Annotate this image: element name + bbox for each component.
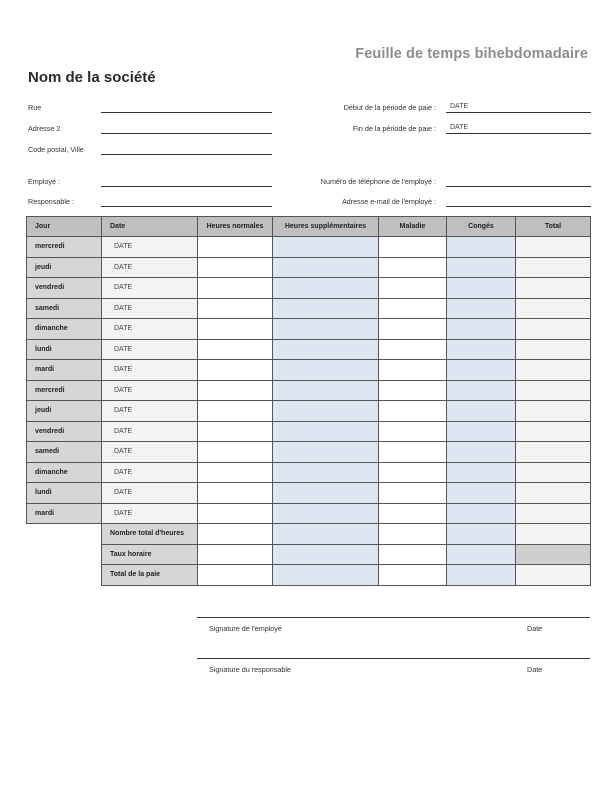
day-cell: mardi bbox=[27, 360, 102, 381]
regular-hours-cell[interactable] bbox=[198, 380, 273, 401]
table-row bbox=[27, 257, 591, 278]
employee-signature-label: Signature de l'employé bbox=[209, 624, 282, 633]
vacation-cell[interactable] bbox=[447, 401, 516, 422]
phone-label: Numéro de téléphone de l'employé : bbox=[320, 177, 436, 186]
period-start-field[interactable] bbox=[446, 112, 591, 113]
date-cell[interactable]: DATE bbox=[102, 298, 198, 319]
overtime-cell[interactable] bbox=[273, 380, 379, 401]
day-cell: mardi bbox=[27, 503, 102, 524]
email-field[interactable] bbox=[446, 206, 591, 207]
phone-field[interactable] bbox=[446, 186, 591, 187]
regular-hours-cell[interactable] bbox=[198, 503, 273, 524]
summary-row bbox=[27, 565, 591, 586]
vacation-cell[interactable] bbox=[447, 319, 516, 340]
sick-cell[interactable] bbox=[379, 237, 447, 258]
day-cell: samedi bbox=[27, 298, 102, 319]
manager-signature-date-label: Date bbox=[527, 665, 543, 674]
sick-cell[interactable] bbox=[379, 298, 447, 319]
manager-signature-label: Signature du responsable bbox=[209, 665, 291, 674]
regular-hours-cell[interactable] bbox=[198, 483, 273, 504]
date-cell[interactable]: DATE bbox=[102, 401, 198, 422]
vacation-cell[interactable] bbox=[447, 483, 516, 504]
total-pay-regular-cell[interactable] bbox=[198, 565, 273, 586]
total-cell bbox=[516, 462, 591, 483]
sick-cell[interactable] bbox=[379, 483, 447, 504]
day-cell: lundi bbox=[27, 339, 102, 360]
overtime-cell[interactable] bbox=[273, 421, 379, 442]
overtime-cell[interactable] bbox=[273, 278, 379, 299]
regular-hours-cell[interactable] bbox=[198, 237, 273, 258]
day-cell: mercredi bbox=[27, 380, 102, 401]
sick-cell[interactable] bbox=[379, 319, 447, 340]
email-label: Adresse e-mail de l'employé : bbox=[341, 197, 436, 206]
period-end-label: Fin de la période de paie : bbox=[352, 124, 436, 133]
table-row bbox=[27, 360, 591, 381]
sick-cell[interactable] bbox=[379, 278, 447, 299]
overtime-cell[interactable] bbox=[273, 442, 379, 463]
sick-cell[interactable] bbox=[379, 257, 447, 278]
timesheet-table bbox=[26, 216, 591, 586]
vacation-cell[interactable] bbox=[447, 462, 516, 483]
vacation-cell[interactable] bbox=[447, 257, 516, 278]
total-cell bbox=[516, 442, 591, 463]
table-row bbox=[27, 237, 591, 258]
table-row bbox=[27, 421, 591, 442]
summary-row bbox=[27, 524, 591, 545]
regular-hours-cell[interactable] bbox=[198, 319, 273, 340]
summary-spacer bbox=[27, 544, 102, 565]
total-cell bbox=[516, 319, 591, 340]
regular-hours-cell[interactable] bbox=[198, 278, 273, 299]
employee-signature-line[interactable] bbox=[197, 617, 590, 618]
header-sick: Maladie bbox=[379, 217, 447, 237]
day-cell: vendredi bbox=[27, 421, 102, 442]
sick-cell[interactable] bbox=[379, 339, 447, 360]
header-day: Jour bbox=[27, 217, 102, 237]
hourly-rate-overtime-cell[interactable] bbox=[273, 544, 379, 565]
table-row bbox=[27, 319, 591, 340]
date-cell[interactable]: DATE bbox=[102, 483, 198, 504]
total-pay-sick-cell[interactable] bbox=[379, 565, 447, 586]
day-cell: jeudi bbox=[27, 401, 102, 422]
total-cell bbox=[516, 421, 591, 442]
total-hours-label: Nombre total d'heures bbox=[102, 524, 198, 545]
hourly-rate-regular-cell[interactable] bbox=[198, 544, 273, 565]
vacation-cell[interactable] bbox=[447, 442, 516, 463]
date-cell[interactable]: DATE bbox=[102, 442, 198, 463]
total-pay-total-cell bbox=[516, 565, 591, 586]
table-row bbox=[27, 462, 591, 483]
header-vacation: Congés bbox=[447, 217, 516, 237]
regular-hours-cell[interactable] bbox=[198, 462, 273, 483]
regular-hours-cell[interactable] bbox=[198, 257, 273, 278]
total-pay-overtime-cell[interactable] bbox=[273, 565, 379, 586]
total-cell bbox=[516, 298, 591, 319]
period-start-label: Début de la période de paie : bbox=[343, 103, 436, 112]
total-cell bbox=[516, 503, 591, 524]
date-cell[interactable]: DATE bbox=[102, 339, 198, 360]
street-field[interactable] bbox=[101, 112, 272, 113]
sick-cell[interactable] bbox=[379, 380, 447, 401]
total-hours-overtime-cell[interactable] bbox=[273, 524, 379, 545]
header-overtime: Heures supplémentaires bbox=[273, 217, 379, 237]
table-row bbox=[27, 298, 591, 319]
day-cell: mercredi bbox=[27, 237, 102, 258]
date-cell[interactable]: DATE bbox=[102, 257, 198, 278]
header-date: Date bbox=[102, 217, 198, 237]
sick-cell[interactable] bbox=[379, 401, 447, 422]
total-pay-vacation-cell[interactable] bbox=[447, 565, 516, 586]
date-cell[interactable]: DATE bbox=[102, 421, 198, 442]
hourly-rate-vacation-cell[interactable] bbox=[447, 544, 516, 565]
total-cell bbox=[516, 483, 591, 504]
manager-field[interactable] bbox=[101, 206, 272, 207]
day-cell: samedi bbox=[27, 442, 102, 463]
day-cell: jeudi bbox=[27, 257, 102, 278]
total-hours-sick-cell[interactable] bbox=[379, 524, 447, 545]
overtime-cell[interactable] bbox=[273, 319, 379, 340]
overtime-cell[interactable] bbox=[273, 339, 379, 360]
vacation-cell[interactable] bbox=[447, 380, 516, 401]
table-row bbox=[27, 442, 591, 463]
total-cell bbox=[516, 278, 591, 299]
regular-hours-cell[interactable] bbox=[198, 442, 273, 463]
header-total: Total bbox=[516, 217, 591, 237]
day-cell: lundi bbox=[27, 483, 102, 504]
manager-label: Responsable : bbox=[28, 197, 74, 206]
vacation-cell[interactable] bbox=[447, 278, 516, 299]
company-name: Nom de la société bbox=[28, 69, 156, 86]
sick-cell[interactable] bbox=[379, 503, 447, 524]
period-start-value: DATE bbox=[450, 103, 469, 110]
date-cell[interactable]: DATE bbox=[102, 462, 198, 483]
employee-signature-date-label: Date bbox=[527, 624, 543, 633]
postal-city-label: Code postal, Ville bbox=[28, 145, 84, 154]
day-cell: dimanche bbox=[27, 462, 102, 483]
vacation-cell[interactable] bbox=[447, 503, 516, 524]
sick-cell[interactable] bbox=[379, 421, 447, 442]
table-row bbox=[27, 503, 591, 524]
hourly-rate-total-cell bbox=[516, 544, 591, 565]
total-cell bbox=[516, 360, 591, 381]
summary-spacer bbox=[27, 565, 102, 586]
regular-hours-cell[interactable] bbox=[198, 401, 273, 422]
vacation-cell[interactable] bbox=[447, 360, 516, 381]
period-end-value: DATE bbox=[450, 124, 469, 131]
employee-field[interactable] bbox=[101, 186, 272, 187]
date-cell[interactable]: DATE bbox=[102, 360, 198, 381]
date-cell[interactable]: DATE bbox=[102, 319, 198, 340]
hourly-rate-sick-cell[interactable] bbox=[379, 544, 447, 565]
regular-hours-cell[interactable] bbox=[198, 421, 273, 442]
address2-label: Adresse 2 bbox=[28, 124, 61, 133]
day-cell: vendredi bbox=[27, 278, 102, 299]
sick-cell[interactable] bbox=[379, 442, 447, 463]
postal-city-field[interactable] bbox=[101, 154, 272, 155]
total-pay-label: Total de la paie bbox=[102, 565, 198, 586]
period-end-field[interactable] bbox=[446, 133, 591, 134]
overtime-cell[interactable] bbox=[273, 483, 379, 504]
table-row bbox=[27, 380, 591, 401]
total-hours-total-cell bbox=[516, 524, 591, 545]
total-hours-regular-cell[interactable] bbox=[198, 524, 273, 545]
total-cell bbox=[516, 401, 591, 422]
regular-hours-cell[interactable] bbox=[198, 339, 273, 360]
date-cell[interactable]: DATE bbox=[102, 237, 198, 258]
total-cell bbox=[516, 257, 591, 278]
table-row bbox=[27, 401, 591, 422]
address2-field[interactable] bbox=[101, 133, 272, 134]
overtime-cell[interactable] bbox=[273, 237, 379, 258]
overtime-cell[interactable] bbox=[273, 401, 379, 422]
vacation-cell[interactable] bbox=[447, 421, 516, 442]
table-row bbox=[27, 278, 591, 299]
total-cell bbox=[516, 339, 591, 360]
summary-row bbox=[27, 544, 591, 565]
overtime-cell[interactable] bbox=[273, 462, 379, 483]
document-title: Feuille de temps bihebdomadaire bbox=[355, 46, 588, 62]
vacation-cell[interactable] bbox=[447, 237, 516, 258]
day-cell: dimanche bbox=[27, 319, 102, 340]
manager-signature-line[interactable] bbox=[197, 658, 590, 659]
total-hours-vacation-cell[interactable] bbox=[447, 524, 516, 545]
regular-hours-cell[interactable] bbox=[198, 360, 273, 381]
employee-label: Employé : bbox=[28, 177, 60, 186]
summary-spacer bbox=[27, 524, 102, 545]
date-cell[interactable]: DATE bbox=[102, 278, 198, 299]
overtime-cell[interactable] bbox=[273, 298, 379, 319]
sick-cell[interactable] bbox=[379, 462, 447, 483]
total-cell bbox=[516, 237, 591, 258]
street-label: Rue bbox=[28, 103, 42, 112]
regular-hours-cell[interactable] bbox=[198, 298, 273, 319]
table-header-row bbox=[27, 217, 591, 237]
vacation-cell[interactable] bbox=[447, 339, 516, 360]
date-cell[interactable]: DATE bbox=[102, 380, 198, 401]
total-cell bbox=[516, 380, 591, 401]
sick-cell[interactable] bbox=[379, 360, 447, 381]
vacation-cell[interactable] bbox=[447, 298, 516, 319]
overtime-cell[interactable] bbox=[273, 257, 379, 278]
overtime-cell[interactable] bbox=[273, 360, 379, 381]
overtime-cell[interactable] bbox=[273, 503, 379, 524]
table-row bbox=[27, 339, 591, 360]
table-row bbox=[27, 483, 591, 504]
hourly-rate-label: Taux horaire bbox=[102, 544, 198, 565]
header-regular-hours: Heures normales bbox=[198, 217, 273, 237]
date-cell[interactable]: DATE bbox=[102, 503, 198, 524]
